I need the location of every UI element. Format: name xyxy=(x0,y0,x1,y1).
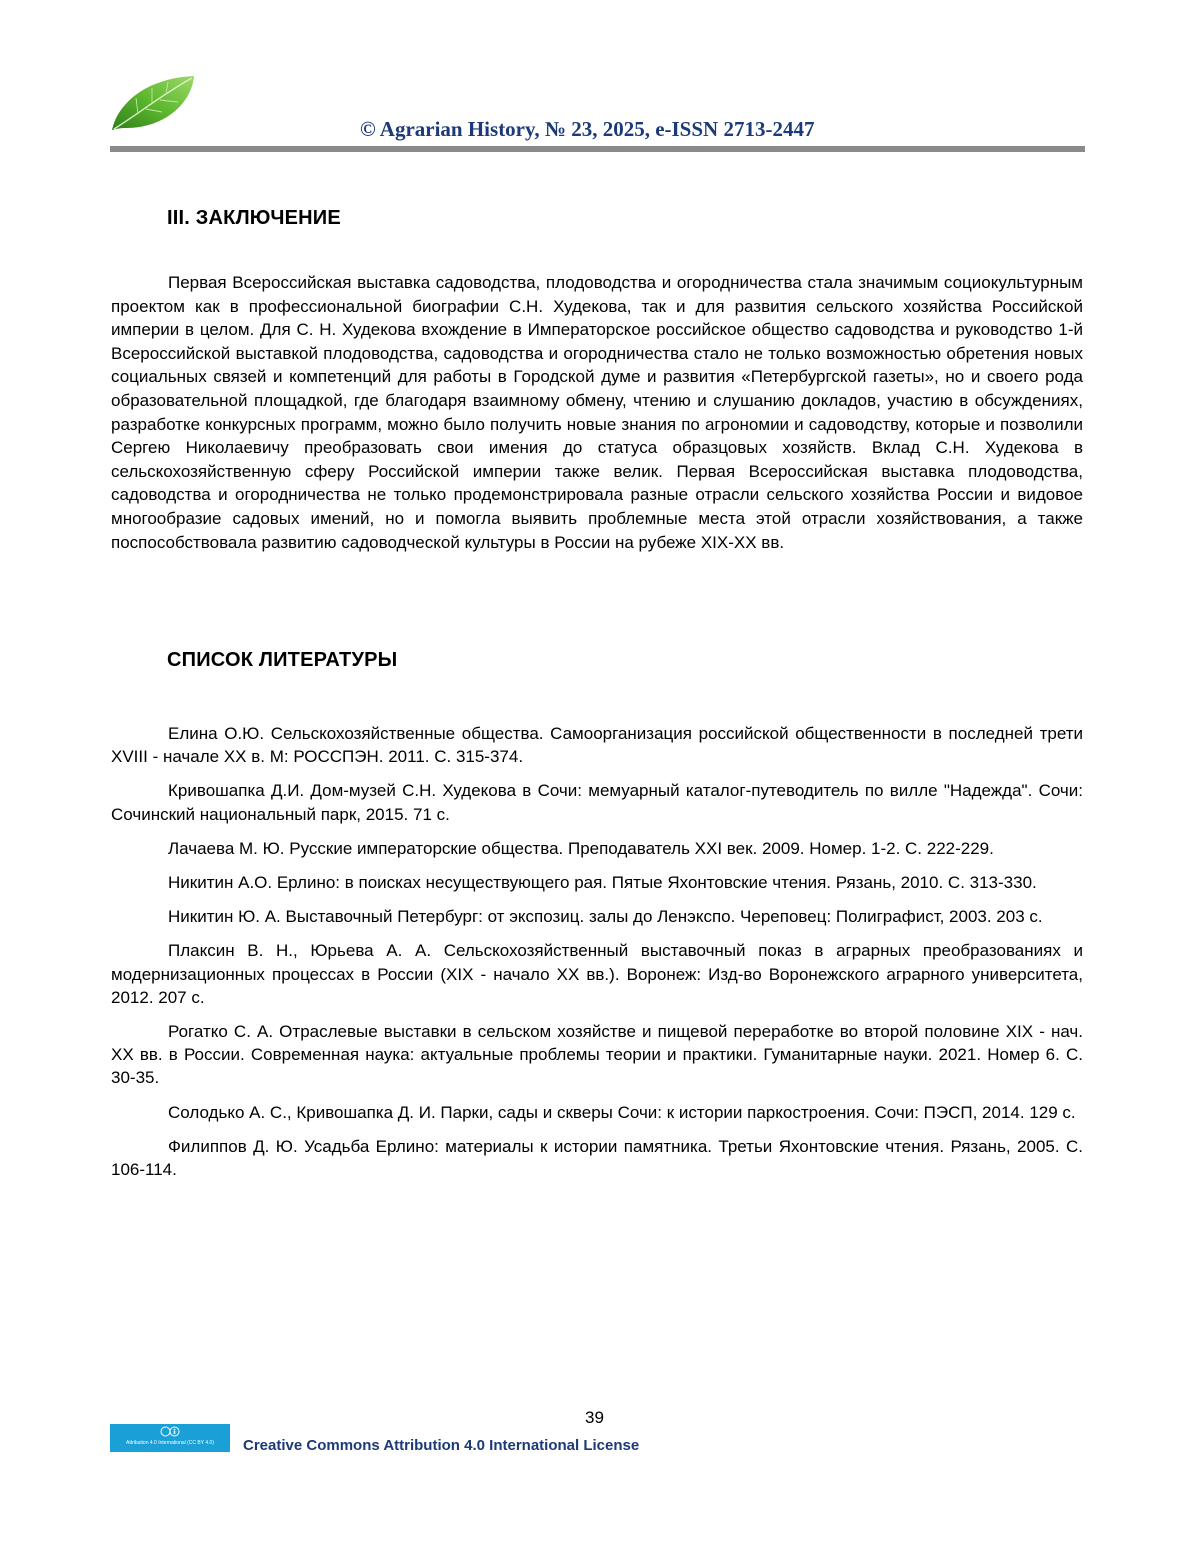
header-rule xyxy=(110,146,1085,152)
references-heading: СПИСОК ЛИТЕРАТУРЫ xyxy=(167,649,398,671)
references-list xyxy=(111,722,1083,1192)
reference-item: Филиппов Д. Ю. Усадьба Ерлино: материалы к истории памятника. Третьи Яхонтовские чтения. Рязань, 2005. С. 106-114. xyxy=(111,1136,1083,1180)
reference-item: Никитин Ю. А. Выставочный Петербург: от экспозиц. залы до Ленэкспо. Череповец: Полиграфист, 2003. 203 с. xyxy=(168,907,1043,927)
badge-text: Attribution 4.0 International (CC BY 4.0) xyxy=(125,1440,214,1446)
conclusion-heading: III. ЗАКЛЮЧЕНИЕ xyxy=(167,207,341,229)
leaf-icon xyxy=(108,72,200,134)
journal-title: © Agrarian History, № 23, 2025, e-ISSN 2713-2447 xyxy=(360,117,815,141)
license-link[interactable]: Creative Commons Attribution 4.0 International License xyxy=(243,1437,640,1454)
reference-item: Елина О.Ю. Сельскохозяйственные общества. Самоорганизация российской общественности в последней трети XVIII - начале XX в. М: РОССПЭН. 2011. С. 315-374. xyxy=(111,724,1083,767)
cc-by-icon xyxy=(160,1426,180,1437)
reference-item: Плаксин В. Н., Юрьева А. А. Сельскохозяйственный выставочный показ в аграрных преобразованиях и модернизационных процессах в России (XIX - начало XX вв.). Воронеж: Изд-во Воронежского аграрного университета, 2012. 207 с. xyxy=(111,941,1083,1007)
page-number: 39 xyxy=(585,1408,604,1427)
reference-item: Лачаева М. Ю. Русские императорские общества. Преподаватель XXI век. 2009. Номер. 1-2. С. 222-229. xyxy=(168,838,994,858)
reference-item: Солодько А. С., Кривошапка Д. И. Парки, сады и скверы Сочи: к истории паркостроения. Сочи: ПЭСП, 2014. 129 с. xyxy=(168,1102,1076,1122)
cc-by-badge[interactable] xyxy=(110,1424,230,1452)
conclusion-text: Первая Всероссийская выставка садоводства, плодоводства и огородничества стала значимым социокультурным проектом как в профессиональной биографии С.Н. Худекова, так и для развития сельского хозяйства Российской империи в целом. Для С. Н. Худекова вхождение в Императорское российское общество садоводства и руководство 1-й Всероссийской выставкой плодоводства, садоводства и огородничества стало не только возможностью обретения новых социальных связей и компетенций для работы в Городской думе и развития «Петербургской газеты», но и своего рода образовательной площадкой, где благодаря взаимному обмену, чтению и слушанию докладов, участию в обсуждениях, разработке конкурсных программ, можно было получить новые знания по агрономии и садоводству, которые и позволили Сергею Николаевичу преобразовать свои имения до статуса образцовых хозяйств. Вклад С.Н. Худекова в сельскохозяйственную сферу Российской империи также велик. Первая Всероссийская выставка плодоводства, садоводства и огородничества не только продемонстрировала разные отрасли сельского хозяйства России и видовое многообразие садовых имений, но и помогла выявить проблемные места этой отрасли хозяйствования, а также поспособствовала развитию садоводческой культуры в России на рубеже XIX-XX вв. xyxy=(111,273,1083,552)
reference-item: Никитин А.О. Ерлино: в поисках несуществующего рая. Пятые Яхонтовские чтения. Рязань, 2010. С. 313-330. xyxy=(168,873,1037,893)
reference-item: Кривошапка Д.И. Дом-музей С.Н. Худекова в Сочи: мемуарный каталог-путеводитель по вилле "Надежда". Сочи: Сочинский национальный парк, 2015. 71 с. xyxy=(111,781,1083,824)
reference-item: Рогатко С. А. Отраслевые выставки в сельском хозяйстве и пищевой переработке во второй половине XIX - нач. XX вв. в России. Современная наука: актуальные проблемы теории и практики. Гуманитарные науки. 2021. Номер 6. С. 30-35. xyxy=(111,1022,1083,1088)
